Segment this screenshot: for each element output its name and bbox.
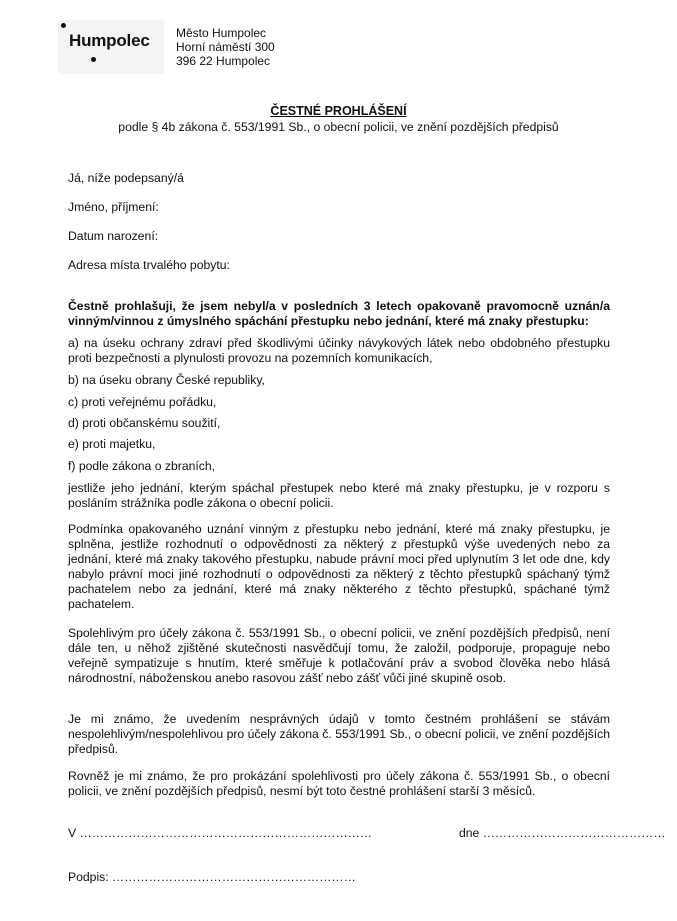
document-subtitle: podle § 4b zákona č. 553/1991 Sb., o obecní policii, ve znění pozdějších předpisů <box>118 120 559 134</box>
field-address: Adresa místa trvalého pobytu: <box>68 258 230 272</box>
signature-date-line: dne ……………………………………… <box>459 826 666 840</box>
document-title: ČESTNÉ PROHLÁŠENÍ <box>270 104 407 118</box>
logo-dot-top <box>61 23 66 28</box>
paragraph-spolehlivym: Spolehlivým pro účely zákona č. 553/1991 Sb., o obecní policii, ve znění pozdějších předpisů, není dále ten, u něhož zjištěné skutečnosti nasvědčují tomu, že založil, podporuje, propaguje nebo veřejně sympatizuje s hnutím, které směřuje k potlačování práv a svobod člověka nebo hlásá národnostní, náboženskou anebo rasovou zášť nebo zášť vůči jiné skupině osob. <box>68 626 610 685</box>
field-signed: Já, níže podepsaný/á <box>68 171 184 185</box>
field-name: Jméno, příjmení: <box>68 200 159 214</box>
signature-line: Podpis: …………………………………………………… <box>68 870 356 884</box>
field-birth-date: Datum narození: <box>68 229 159 243</box>
list-item-b: b) na úseku obrany České republiky, <box>68 373 265 387</box>
paragraph-podminka: Podmínka opakovaného uznání vinným z přestupku nebo jednání, které má znaky přestupku, je splněna, jestliže rozhodnutí o odpovědnosti za některý z přestupků výše uvedených nebo za jednání, které má znaky takového přestupku, nabude právní moci před uplynutím 3 let ode dne, kdy nabylo právní moci jiné rozhodnutí o odpovědnosti za některý z těchto přestupků spáchaný týmž pachatelem nebo za jednání, které má znaky některého z těchto přestupků, spáchané týmž pachatelem. <box>68 522 610 611</box>
list-item-e: e) proti majetku, <box>68 437 156 451</box>
list-item-d: d) proti občanskému soužití, <box>68 416 221 430</box>
paragraph-znamo: Je mi známo, že uvedením nesprávných údajů v tomto čestném prohlášení se stávám nespolehlivým/nespolehlivou pro účely zákona č. 553/1991 Sb., o obecní policii, ve znění pozdějších předpisů. <box>68 712 610 756</box>
logo <box>58 20 164 74</box>
list-item-a: a) na úseku ochrany zdraví před škodlivými účinky návykových látek nebo obdobného přestupku proti bezpečnosti a plynulosti provozu na pozemních komunikacích, <box>68 336 610 365</box>
address-line-3: 396 22 Humpolec <box>176 54 271 68</box>
paragraph-jestlize: jestliže jeho jednání, kterým spáchal přestupek nebo které má znaky přestupku, je v rozporu s posláním strážníka podle zákona o obecní policii. <box>68 481 610 510</box>
paragraph-rovnez: Rovněž je mi známo, že pro prokázání spolehlivosti pro účely zákona č. 553/1991 Sb., o obecní policii, ve znění pozdějších předpisů, nesmí být toto čestné prohlášení starší 3 měsíců. <box>68 769 610 798</box>
address-block <box>176 26 275 68</box>
logo-text: Humpolec <box>69 31 150 50</box>
signature-place-line: V ……………………………………………………………… <box>68 826 373 840</box>
list-item-c: c) proti veřejnému pořádku, <box>68 395 217 409</box>
list-item-f: f) podle zákona o zbraních, <box>68 459 216 473</box>
declaration-statement: Čestně prohlašuji, že jsem nebyl/a v posledních 3 letech opakovaně pravomocně uznán/a vinným/vinnou z úmyslného spáchání přestupku nebo jednání, které má znaky přestupku: <box>68 299 610 328</box>
address-line-2: Horní náměstí 300 <box>176 40 275 54</box>
logo-dot-bottom <box>91 57 96 62</box>
address-line-1: Město Humpolec <box>176 26 267 40</box>
